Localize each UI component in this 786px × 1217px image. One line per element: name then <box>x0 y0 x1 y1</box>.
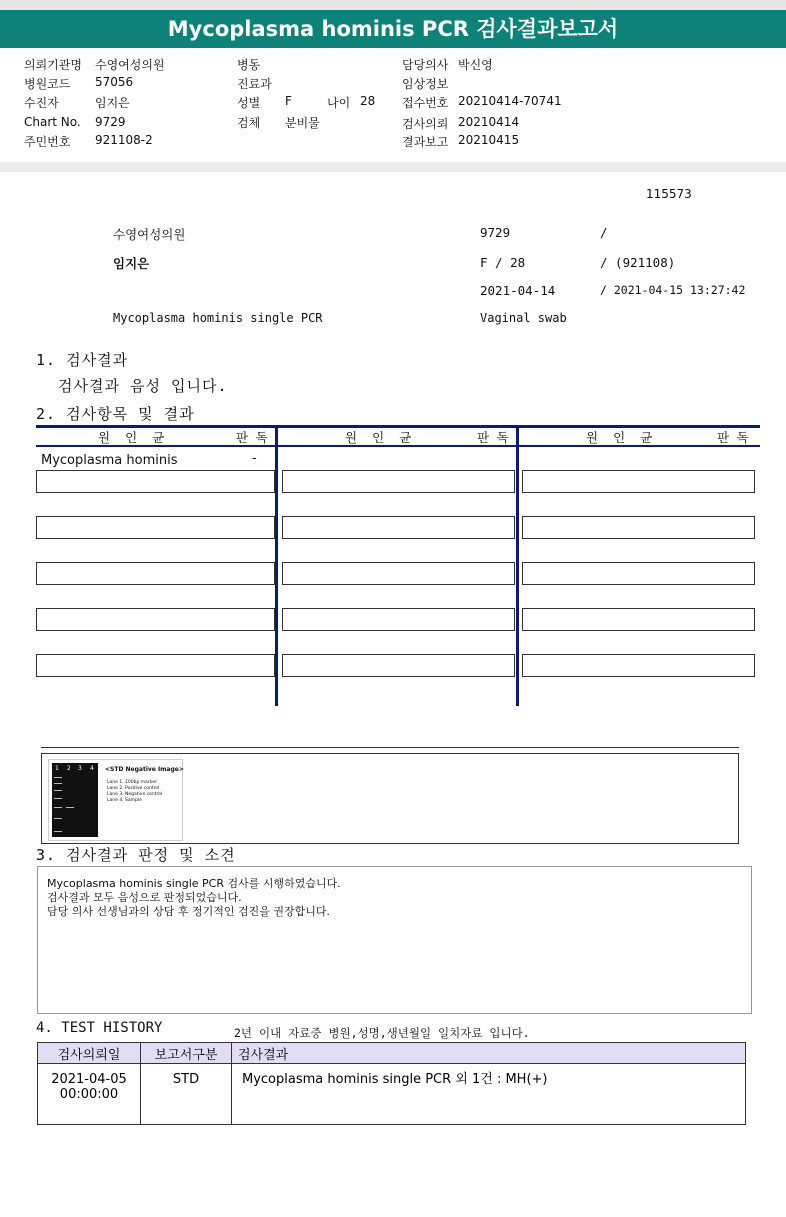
result-entry-box <box>522 654 755 677</box>
results-divider-2 <box>516 425 519 706</box>
gel-legend-line: Lane 2. Positive control <box>107 786 160 791</box>
patient-value: 임지은 <box>95 96 130 110</box>
section1-text: 검사결과 음성 입니다. <box>58 377 228 395</box>
hospital-code-value: 57056 <box>95 75 134 89</box>
doctor-value: 박신영 <box>458 58 493 72</box>
institution-value: 수영여성의원 <box>95 58 165 72</box>
dept-label: 진료과 <box>237 77 272 91</box>
top-strip <box>0 0 786 10</box>
gel-band <box>54 818 62 819</box>
col-pathogen-1: 원 인 균 <box>98 430 165 445</box>
receipt-label: 접수번호 <box>402 96 449 110</box>
result-entry-box <box>282 608 515 631</box>
info-sex-age: F / 28 <box>480 255 526 270</box>
history-time: 00:00:00 <box>59 1087 119 1102</box>
history-result: Mycoplasma hominis single PCR 외 1건 : MH(+) <box>232 1064 746 1125</box>
chart-label: Chart No. <box>24 115 81 129</box>
section3-title: 3. 검사결과 판정 및 소견 <box>36 846 236 864</box>
opinion-line: Mycoplasma hominis single PCR 검사를 시행하였습니다. <box>47 877 341 890</box>
gel-legend-line: Lane 4. Sample <box>107 798 142 803</box>
lane-number: 3 <box>78 765 82 772</box>
report-number: 115573 <box>646 187 692 201</box>
info-test-name: Mycoplasma hominis single PCR <box>113 311 323 325</box>
opinion-box <box>37 866 752 1014</box>
hospital-code-label: 병원코드 <box>24 77 71 91</box>
history-col-result: 검사결과 <box>232 1043 746 1064</box>
gel-legend-line: Lane 1. 100bp marker <box>107 780 157 785</box>
result-entry-box <box>522 516 755 539</box>
info-patient: 임지은 <box>113 256 150 271</box>
info-birth: / (921108) <box>600 255 676 270</box>
lane-number: 4 <box>90 765 94 772</box>
result-entry-box <box>36 470 275 493</box>
history-table <box>37 1042 746 1125</box>
section4-title: 4. TEST HISTORY <box>36 1020 163 1036</box>
col-judgment-2: 판 독 <box>477 430 509 445</box>
section1-title: 1. 검사결과 <box>36 351 129 369</box>
age-value: 28 <box>360 94 376 108</box>
receipt-value: 20210414-70741 <box>458 94 562 108</box>
pathogen-result: - <box>252 451 257 466</box>
specimen-value: 분비물 <box>285 116 320 130</box>
gel-band <box>54 777 62 778</box>
info-report-datetime: / 2021-04-15 13:27:42 <box>600 283 746 297</box>
info-specimen: Vaginal swab <box>480 311 567 325</box>
result-entry-box <box>282 516 515 539</box>
section2-title: 2. 검사항목 및 결과 <box>36 405 195 423</box>
image-rule <box>41 747 739 748</box>
result-entry-box <box>522 470 755 493</box>
opinion-line: 검사결과 모두 음성으로 판정되었습니다. <box>47 891 242 904</box>
gel-band <box>54 798 62 799</box>
gel-image <box>48 759 183 841</box>
sex-label: 성별 <box>237 96 261 110</box>
gel-title: <STD Negative Image> <box>105 766 184 773</box>
col-pathogen-2: 원 인 균 <box>345 430 412 445</box>
lane-number: 2 <box>67 765 71 772</box>
result-entry-box <box>36 654 275 677</box>
gel-band <box>54 807 62 808</box>
col-pathogen-3: 원 인 균 <box>586 430 653 445</box>
history-header-row <box>38 1043 746 1064</box>
info-request-date: 2021-04-14 <box>480 283 556 298</box>
col-judgment-1: 판 독 <box>236 430 268 445</box>
opinion-line: 담당 의사 선생님과의 상담 후 정기적인 검진을 권장합니다. <box>47 905 330 918</box>
result-entry-box <box>282 470 515 493</box>
info-slash: / <box>600 225 608 240</box>
specimen-label: 검체 <box>237 116 261 130</box>
doctor-label: 담당의사 <box>402 58 449 72</box>
ward-label: 병동 <box>237 58 261 72</box>
resident-label: 주민번호 <box>24 135 71 149</box>
result-entry-box <box>282 562 515 585</box>
request-label: 검사의뢰 <box>402 117 449 131</box>
results-divider-1 <box>275 425 278 706</box>
result-entry-box <box>36 608 275 631</box>
report-value: 20210415 <box>458 133 520 147</box>
history-col-type: 보고서구분 <box>141 1043 232 1064</box>
report-title: Mycoplasma hominis PCR 검사결과보고서 <box>0 10 786 48</box>
history-row[interactable] <box>38 1064 746 1125</box>
history-date: 2021-04-05 <box>51 1072 127 1087</box>
header-separator <box>0 162 786 172</box>
info-chart-no: 9729 <box>480 225 511 240</box>
lane-number: 1 <box>55 765 59 772</box>
gel-band <box>54 790 62 791</box>
gel-band <box>66 807 74 808</box>
gel-legend-line: Lane 3. Negative control <box>107 792 163 797</box>
chart-value: 9729 <box>95 115 126 129</box>
info-institution: 수영여성의원 <box>113 227 186 242</box>
result-entry-box <box>522 562 755 585</box>
result-entry-box <box>282 654 515 677</box>
request-value: 20210414 <box>458 115 520 129</box>
pathogen-name: Mycoplasma hominis <box>41 453 178 468</box>
col-judgment-3: 판 독 <box>717 430 749 445</box>
result-entry-box <box>36 516 275 539</box>
resident-value: 921108-2 <box>95 133 153 147</box>
history-date-cell <box>38 1064 141 1125</box>
patient-label: 수진자 <box>24 96 59 110</box>
report-label: 결과보고 <box>402 135 449 149</box>
gel-band <box>54 783 62 784</box>
history-type: STD <box>141 1064 232 1125</box>
gel-photo <box>52 763 98 837</box>
age-label: 나이 <box>327 96 351 110</box>
history-note: 2년 이내 자료중 병원,성명,생년월일 일치자료 입니다. <box>234 1026 530 1040</box>
result-entry-box <box>522 608 755 631</box>
institution-label: 의뢰기관명 <box>24 58 82 72</box>
gel-band <box>54 831 62 832</box>
sex-value: F <box>285 94 292 108</box>
history-col-date: 검사의뢰일 <box>38 1043 141 1064</box>
result-entry-box <box>36 562 275 585</box>
clinical-label: 임상정보 <box>402 77 449 91</box>
